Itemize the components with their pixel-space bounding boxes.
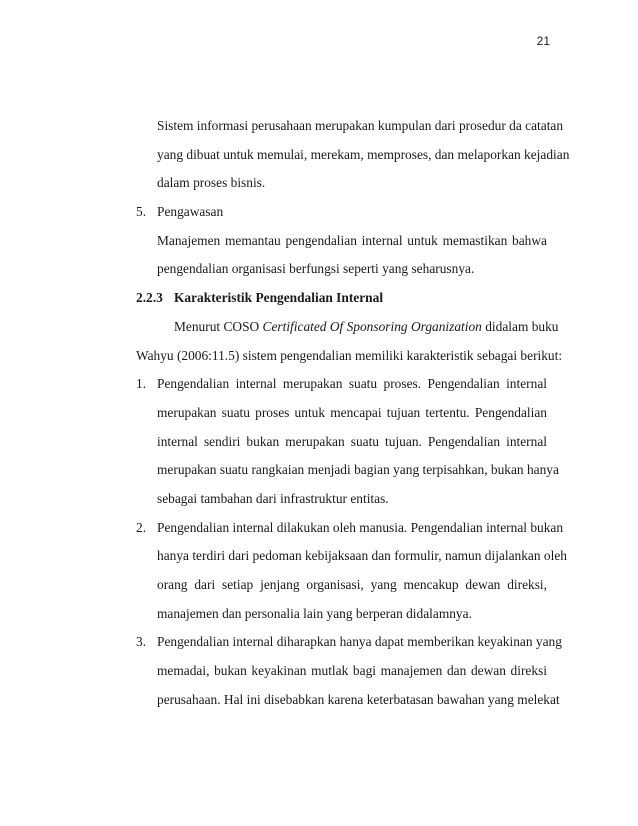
page-content — [136, 112, 570, 714]
paragraph-line: Wahyu (2006:11.5) sistem pengendalian memiliki karakteristik sebagai berikut: — [136, 347, 563, 363]
list-number: 1. — [136, 376, 147, 392]
paragraph-line: Sistem informasi perusahaan merupakan kumpulan dari prosedur da catatan — [157, 118, 564, 133]
paragraph-line: merupakan suatu proses untuk mencapai tujuan tertentu. Pengendalian — [157, 404, 547, 420]
section-title: Karakteristik Pengendalian Internal — [174, 290, 384, 306]
paragraph-line: hanya terdiri dari pedoman kebijaksaan dan formulir, namun dijalankan oleh — [157, 548, 567, 564]
list-text: Pengendalian internal dilakukan oleh manusia. Pengendalian internal bukan — [157, 519, 564, 535]
section-heading — [136, 284, 547, 313]
list-number: 5. — [136, 204, 147, 220]
paragraph-line: yang dibuat untuk memulai, merekam, memproses, dan melaporkan kejadian — [157, 146, 570, 162]
paragraph-line: Manajemen memantau pengendalian internal untuk memastikan bahwa — [157, 232, 547, 248]
paragraph-line: Menurut COSO Certificated Of Sponsoring Organization didalam buku — [174, 318, 559, 334]
list-number: 3. — [136, 634, 147, 650]
paragraph-line: sebagai tambahan dari infrastruktur entitas. — [157, 490, 389, 506]
paragraph-line: perusahaan. Hal ini disebabkan karena keterbatasan bawahan yang melekat — [157, 691, 560, 707]
page-number: 21 — [536, 34, 550, 48]
list-item — [136, 370, 547, 399]
list-title: Pengawasan — [157, 204, 224, 220]
paragraph-line: dalam proses bisnis. — [157, 175, 266, 191]
paragraph-line: pengendalian organisasi berfungsi seperti yang seharusnya. — [157, 261, 475, 277]
paragraph-line: memadai, bukan keyakinan mutlak bagi manajemen dan dewan direksi — [157, 663, 547, 679]
paragraph-line: manajemen dan personalia lain yang berperan didalamnya. — [157, 605, 472, 621]
list-text: Pengendalian internal merupakan suatu proses. Pengendalian internal — [157, 376, 547, 392]
list-item-title — [136, 198, 547, 227]
section-number: 2.2.3 — [136, 290, 163, 306]
paragraph-line: orang dari setiap jenjang organisasi, yang mencakup dewan direksi, — [157, 577, 547, 592]
paragraph-line: merupakan suatu rangkaian menjadi bagian yang terpisahkan, bukan hanya — [157, 462, 559, 478]
italic-term: Certificated Of Sponsoring Organization — [262, 318, 482, 334]
list-text: Pengendalian internal diharapkan hanya dapat memberikan keyakinan yang — [157, 634, 562, 650]
paragraph-line: internal sendiri bukan merupakan suatu tujuan. Pengendalian internal — [157, 433, 547, 449]
list-item — [136, 628, 562, 657]
list-item — [136, 514, 564, 543]
list-number: 2. — [136, 519, 147, 535]
